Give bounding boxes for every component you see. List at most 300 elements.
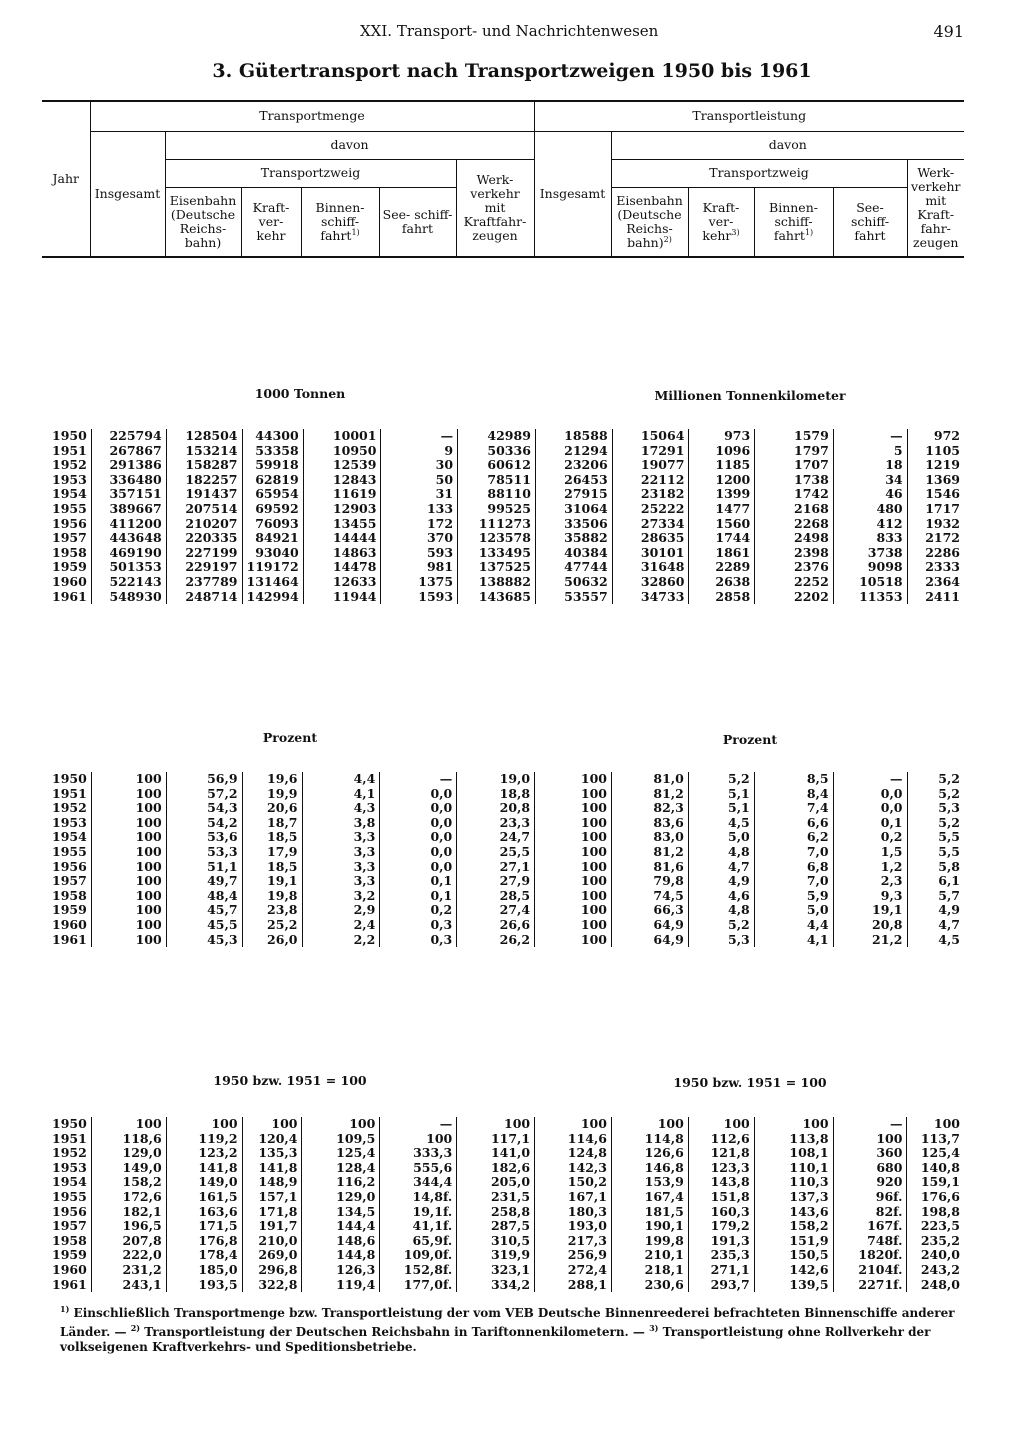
value-cell: 8,4 — [754, 787, 833, 802]
year-cell: 1954 — [52, 1174, 87, 1190]
footnote-ref-2: 2) — [663, 234, 672, 244]
value-cell: 65,9f. — [380, 1234, 457, 1249]
value-cell: 88110 — [458, 487, 536, 502]
value-cell: 62819 — [242, 473, 303, 488]
value-cell: 135,3 — [242, 1146, 302, 1161]
header-jahr: Jahr — [52, 171, 79, 186]
table-row — [42, 787, 964, 802]
value-cell: 59918 — [242, 458, 303, 473]
value-cell: 27,1 — [457, 860, 535, 875]
table-row — [42, 590, 964, 605]
year-cell: 1959 — [52, 902, 87, 918]
value-cell: 50 — [381, 473, 458, 488]
value-cell: 182,6 — [457, 1161, 535, 1176]
value-cell: 5,3 — [688, 933, 754, 948]
year-cell: 1955 — [52, 843, 87, 859]
value-cell: 258,8 — [457, 1205, 535, 1220]
value-cell: 15064 — [612, 429, 689, 444]
eisenbahn-label: Eisenbahn (Deutsche Reichs- bahn) — [616, 192, 683, 250]
table-row — [42, 560, 964, 575]
value-cell: 18588 — [535, 429, 612, 444]
value-cell: 100 — [535, 845, 612, 860]
value-cell: 1593 — [381, 590, 458, 605]
value-cell: 240,0 — [907, 1248, 964, 1263]
value-cell: 11619 — [303, 487, 381, 502]
value-cell: 0,2 — [380, 903, 457, 918]
value-cell: 171,8 — [242, 1205, 302, 1220]
value-cell: 10518 — [833, 575, 907, 590]
year-cell: 1960 — [52, 1261, 87, 1277]
value-cell: 19,1 — [242, 874, 302, 889]
value-cell: 172,6 — [91, 1190, 166, 1205]
value-cell: 191437 — [166, 487, 242, 502]
value-cell: 64,9 — [611, 918, 688, 933]
binnenschiff-label: Binnen- schiff- fahrt — [769, 199, 818, 243]
value-cell: 178,4 — [166, 1248, 242, 1263]
value-cell: 389667 — [91, 502, 166, 517]
value-cell: 243,2 — [907, 1263, 964, 1278]
value-cell: 128,4 — [302, 1161, 380, 1176]
year-cell: 1954 — [52, 829, 87, 845]
value-cell: 99525 — [458, 502, 536, 517]
value-cell: 119,4 — [302, 1278, 380, 1293]
value-cell: 31 — [381, 487, 458, 502]
value-cell: 13455 — [303, 517, 381, 532]
value-cell: 46 — [833, 487, 907, 502]
value-cell: 150,2 — [535, 1175, 612, 1190]
value-cell: 100 — [535, 918, 612, 933]
table-row — [42, 531, 964, 546]
value-cell: 93040 — [242, 546, 303, 561]
footnote-3: Transportleistung ohne Rollverkehr der volkseigenen Kraftverkehrs- und Speditionsbetriebe. — [60, 1325, 931, 1354]
value-cell: 66,3 — [611, 903, 688, 918]
value-cell: 5,1 — [688, 801, 754, 816]
value-cell: 3,8 — [302, 816, 380, 831]
value-cell: 100 — [535, 830, 612, 845]
value-cell: 2271f. — [833, 1278, 907, 1293]
value-cell: 2858 — [689, 590, 755, 605]
value-cell: 1820f. — [833, 1248, 907, 1263]
value-cell: 235,3 — [688, 1248, 754, 1263]
value-cell: 109,5 — [302, 1132, 380, 1147]
unit-label-prozent-left: Prozent — [262, 730, 318, 745]
value-cell: 344,4 — [380, 1175, 457, 1190]
value-cell: 24,7 — [457, 830, 535, 845]
value-cell: 0,0 — [833, 787, 907, 802]
value-cell: 4,4 — [754, 918, 833, 933]
value-cell: 1742 — [755, 487, 834, 502]
value-cell: 5,0 — [688, 830, 754, 845]
value-cell: 100 — [907, 1117, 964, 1132]
index-table — [42, 1117, 964, 1292]
value-cell: 2498 — [755, 531, 834, 546]
value-cell: 1399 — [689, 487, 755, 502]
table-row — [42, 502, 964, 517]
value-cell: 27,9 — [457, 874, 535, 889]
header-seeschiff-left: See- schiff- fahrt — [379, 187, 456, 257]
value-cell: 5,7 — [907, 889, 964, 904]
value-cell: 19,9 — [242, 787, 302, 802]
value-cell: 26,2 — [457, 933, 535, 948]
value-cell: 227199 — [166, 546, 242, 561]
table-row — [42, 444, 964, 459]
value-cell: 100 — [535, 860, 612, 875]
value-cell: 193,0 — [535, 1219, 612, 1234]
value-cell: 7,0 — [754, 845, 833, 860]
table-row — [42, 429, 964, 444]
value-cell: 81,2 — [611, 787, 688, 802]
value-cell: — — [833, 429, 907, 444]
value-cell: 222,0 — [91, 1248, 166, 1263]
value-cell: 185,0 — [166, 1263, 242, 1278]
value-cell: 5,2 — [907, 787, 964, 802]
value-cell: 129,0 — [91, 1146, 166, 1161]
value-cell: 1738 — [755, 473, 834, 488]
value-cell: 116,2 — [302, 1175, 380, 1190]
year-cell: 1961 — [52, 931, 87, 947]
unit-label-tonnen: 1000 Tonnen — [254, 386, 346, 401]
year-cell: 1953 — [52, 814, 87, 830]
value-cell: 45,3 — [166, 933, 242, 948]
running-head: XXI. Transport- und Nachrichtenwesen — [360, 22, 659, 40]
value-cell: 182,1 — [91, 1205, 166, 1220]
value-cell: 149,0 — [166, 1175, 242, 1190]
value-cell: 114,6 — [535, 1132, 612, 1147]
percent-table — [42, 772, 964, 947]
value-cell: 100 — [535, 772, 612, 787]
header-binnenschiff-right — [754, 187, 833, 257]
year-cell: 1950 — [52, 771, 87, 786]
table-row — [42, 1146, 964, 1161]
value-cell: 126,3 — [302, 1263, 380, 1278]
value-cell: 54,2 — [166, 816, 242, 831]
value-cell: 113,7 — [907, 1132, 964, 1147]
value-cell: 7,0 — [754, 874, 833, 889]
value-cell: 138882 — [458, 575, 536, 590]
value-cell: 231,2 — [91, 1263, 166, 1278]
value-cell: 139,5 — [754, 1278, 833, 1293]
value-cell: 4,5 — [907, 933, 964, 948]
table-row — [42, 1175, 964, 1190]
value-cell: 5,1 — [688, 787, 754, 802]
year-cell: 1960 — [52, 916, 87, 932]
value-cell: 0,0 — [380, 816, 457, 831]
value-cell: 160,3 — [688, 1205, 754, 1220]
year-cell: 1952 — [52, 457, 87, 473]
table-row — [42, 487, 964, 502]
value-cell: 100 — [91, 889, 166, 904]
year-cell: 1957 — [52, 530, 87, 546]
table-row — [42, 546, 964, 561]
year-cell: 1950 — [52, 1116, 87, 1131]
value-cell: 26453 — [535, 473, 612, 488]
value-cell: 120,4 — [242, 1132, 302, 1147]
value-cell: 271,1 — [688, 1263, 754, 1278]
value-cell: 0,0 — [380, 787, 457, 802]
value-cell: 81,6 — [611, 860, 688, 875]
value-cell: 111273 — [458, 517, 536, 532]
value-cell: 158,2 — [754, 1219, 833, 1234]
value-cell: 83,0 — [611, 830, 688, 845]
value-cell: 56,9 — [166, 772, 242, 787]
value-cell: 69592 — [242, 502, 303, 517]
year-cell: 1956 — [52, 515, 87, 531]
header-davon-left: davon — [165, 131, 534, 159]
value-cell: 3,3 — [302, 860, 380, 875]
value-cell: 100 — [91, 787, 166, 802]
value-cell: 26,0 — [242, 933, 302, 948]
value-cell: 4,1 — [302, 787, 380, 802]
value-cell: 12903 — [303, 502, 381, 517]
value-cell: 152,8f. — [380, 1263, 457, 1278]
value-cell: 1105 — [907, 444, 964, 459]
table-row — [42, 1132, 964, 1147]
value-cell: 167,1 — [535, 1190, 612, 1205]
value-cell: 2,3 — [833, 874, 907, 889]
value-cell: 12633 — [303, 575, 381, 590]
page-number: 491 — [933, 22, 964, 41]
value-cell: 28,5 — [457, 889, 535, 904]
footnote-ref-1: 1) — [804, 227, 814, 237]
value-cell: 6,6 — [754, 816, 833, 831]
value-cell: 1096 — [689, 444, 755, 459]
header-kraftverkehr-left: Kraft- ver- kehr — [241, 187, 301, 257]
value-cell: 1200 — [689, 473, 755, 488]
value-cell: 51,1 — [166, 860, 242, 875]
header-werkverkehr-right: Werk- verkehr mit Kraft- fahr- zeugen — [907, 159, 964, 257]
value-cell: 14444 — [303, 531, 381, 546]
value-cell: 6,8 — [754, 860, 833, 875]
value-cell: 1219 — [907, 458, 964, 473]
value-cell: 8,5 — [754, 772, 833, 787]
year-cell: 1950 — [52, 428, 87, 443]
table-row — [42, 1263, 964, 1278]
value-cell: 2,2 — [302, 933, 380, 948]
value-cell: 18,8 — [457, 787, 535, 802]
table-row — [42, 1205, 964, 1220]
value-cell: 443648 — [91, 531, 166, 546]
value-cell: 171,5 — [166, 1219, 242, 1234]
value-cell: 19,1 — [833, 903, 907, 918]
value-cell: 235,2 — [907, 1234, 964, 1249]
table-row — [42, 1161, 964, 1176]
value-cell: 100 — [91, 801, 166, 816]
year-cell: 1955 — [52, 1188, 87, 1204]
value-cell: 100 — [611, 1117, 688, 1132]
value-cell: 100 — [91, 1117, 166, 1132]
value-cell: — — [380, 1117, 457, 1132]
value-cell: 193,5 — [166, 1278, 242, 1293]
value-cell: 1744 — [689, 531, 755, 546]
value-cell: 23182 — [612, 487, 689, 502]
year-cell: 1959 — [52, 559, 87, 575]
table-row — [42, 458, 964, 473]
value-cell: 319,9 — [457, 1248, 535, 1263]
value-cell: 34733 — [612, 590, 689, 605]
value-cell: 1477 — [689, 502, 755, 517]
table-row — [42, 816, 964, 831]
value-cell: 5,8 — [907, 860, 964, 875]
value-cell: 23,3 — [457, 816, 535, 831]
value-cell: 100 — [688, 1117, 754, 1132]
value-cell: 469190 — [91, 546, 166, 561]
value-cell: 18 — [833, 458, 907, 473]
header-seeschiff-right: See- schiff- fahrt — [833, 187, 907, 257]
value-cell: 100 — [242, 1117, 302, 1132]
value-cell: 47744 — [535, 560, 612, 575]
value-cell: 218,1 — [611, 1263, 688, 1278]
year-cell: 1961 — [52, 588, 87, 604]
value-cell: 2202 — [755, 590, 834, 605]
value-cell: 231,5 — [457, 1190, 535, 1205]
value-cell: 210,0 — [242, 1234, 302, 1249]
value-cell: 14,8f. — [380, 1190, 457, 1205]
value-cell: 412 — [833, 517, 907, 532]
value-cell: 196,5 — [91, 1219, 166, 1234]
value-cell: 79,8 — [611, 874, 688, 889]
value-cell: 33506 — [535, 517, 612, 532]
value-cell: 19,8 — [242, 889, 302, 904]
value-cell: 2333 — [907, 560, 964, 575]
value-cell: 18,5 — [242, 830, 302, 845]
header-transportmenge: Transportmenge — [90, 101, 534, 131]
value-cell: 180,3 — [535, 1205, 612, 1220]
value-cell: 100 — [91, 772, 166, 787]
value-cell: 256,9 — [535, 1248, 612, 1263]
value-cell: 9,3 — [833, 889, 907, 904]
value-cell: 4,7 — [688, 860, 754, 875]
value-cell: 0,3 — [380, 918, 457, 933]
footnote-1: Einschließlich Transportmenge bzw. Transportleistung der vom VEB Deutsche Binnenreederei befrachteten Binnenschiffe anderer Länder. — — [60, 1306, 955, 1339]
value-cell: 148,9 — [242, 1175, 302, 1190]
table-row — [42, 517, 964, 532]
value-cell: 100 — [91, 903, 166, 918]
value-cell: 163,6 — [166, 1205, 242, 1220]
value-cell: 20,8 — [833, 918, 907, 933]
table-row — [42, 1248, 964, 1263]
value-cell: 4,8 — [688, 845, 754, 860]
value-cell: 34 — [833, 473, 907, 488]
value-cell: 2,4 — [302, 918, 380, 933]
value-cell: 44300 — [242, 429, 303, 444]
year-cell: 1951 — [52, 442, 87, 458]
value-cell: 151,8 — [688, 1190, 754, 1205]
value-cell: 21294 — [535, 444, 612, 459]
absolute-values-table — [42, 429, 964, 604]
value-cell: 141,0 — [457, 1146, 535, 1161]
value-cell: 53,3 — [166, 845, 242, 860]
value-cell: 4,3 — [302, 801, 380, 816]
value-cell: 30101 — [612, 546, 689, 561]
value-cell: 237789 — [166, 575, 242, 590]
header-transportzweig-left: Transportzweig — [165, 159, 456, 187]
value-cell: 148,6 — [302, 1234, 380, 1249]
value-cell: 680 — [833, 1161, 907, 1176]
value-cell: 123578 — [458, 531, 536, 546]
value-cell: 41,1f. — [380, 1219, 457, 1234]
value-cell: 336480 — [91, 473, 166, 488]
value-cell: 82,3 — [611, 801, 688, 816]
value-cell: 119,2 — [166, 1132, 242, 1147]
value-cell: 28635 — [612, 531, 689, 546]
value-cell: 6,2 — [754, 830, 833, 845]
value-cell: 20,8 — [457, 801, 535, 816]
table-row — [42, 1278, 964, 1293]
value-cell: 150,5 — [754, 1248, 833, 1263]
year-cell: 1957 — [52, 1218, 87, 1234]
value-cell: 243,1 — [91, 1278, 166, 1293]
table-row — [42, 933, 964, 948]
value-cell: 5,3 — [907, 801, 964, 816]
value-cell: 144,8 — [302, 1248, 380, 1263]
value-cell: 20,6 — [242, 801, 302, 816]
value-cell: 27334 — [612, 517, 689, 532]
value-cell: 5,2 — [688, 918, 754, 933]
value-cell: 5,0 — [754, 903, 833, 918]
table-row — [42, 889, 964, 904]
value-cell: 110,1 — [754, 1161, 833, 1176]
value-cell: 143,8 — [688, 1175, 754, 1190]
value-cell: 191,7 — [242, 1219, 302, 1234]
value-cell: 30 — [381, 458, 458, 473]
header-davon-right: davon — [611, 131, 964, 159]
value-cell: 0,2 — [833, 830, 907, 845]
value-cell: 248,0 — [907, 1278, 964, 1293]
value-cell: 82f. — [833, 1205, 907, 1220]
value-cell: 100 — [535, 1117, 612, 1132]
value-cell: 157,1 — [242, 1190, 302, 1205]
unit-label-prozent-right: Prozent — [722, 732, 778, 747]
value-cell: — — [833, 772, 907, 787]
value-cell: 74,5 — [611, 889, 688, 904]
value-cell: 370 — [381, 531, 458, 546]
page-title: 3. Gütertransport nach Transportzweigen 1950 bis 1961 — [212, 60, 812, 82]
table-row — [42, 801, 964, 816]
value-cell: 323,1 — [457, 1263, 535, 1278]
table-row — [42, 1234, 964, 1249]
value-cell: 5 — [833, 444, 907, 459]
value-cell: 81,0 — [611, 772, 688, 787]
value-cell: 480 — [833, 502, 907, 517]
value-cell: 109,0f. — [380, 1248, 457, 1263]
value-cell: 167,4 — [611, 1190, 688, 1205]
value-cell: 248714 — [166, 590, 242, 605]
value-cell: 10950 — [303, 444, 381, 459]
value-cell: 100 — [91, 845, 166, 860]
value-cell: 137,3 — [754, 1190, 833, 1205]
value-cell: 23206 — [535, 458, 612, 473]
value-cell: 5,5 — [907, 830, 964, 845]
value-cell: 40384 — [535, 546, 612, 561]
value-cell: 1,2 — [833, 860, 907, 875]
value-cell: 177,0f. — [380, 1278, 457, 1293]
year-cell: 1959 — [52, 1247, 87, 1263]
value-cell: 153214 — [166, 444, 242, 459]
year-cell: 1954 — [52, 486, 87, 502]
value-cell: 1579 — [755, 429, 834, 444]
value-cell: — — [833, 1117, 907, 1132]
value-cell: 124,8 — [535, 1146, 612, 1161]
value-cell: 334,2 — [457, 1278, 535, 1293]
year-cell: 1960 — [52, 573, 87, 589]
value-cell: 123,3 — [688, 1161, 754, 1176]
value-cell: 9098 — [833, 560, 907, 575]
value-cell: 129,0 — [302, 1190, 380, 1205]
value-cell: 11353 — [833, 590, 907, 605]
value-cell: 96f. — [833, 1190, 907, 1205]
value-cell: 411200 — [91, 517, 166, 532]
header-insgesamt-left: Insgesamt — [90, 131, 165, 257]
